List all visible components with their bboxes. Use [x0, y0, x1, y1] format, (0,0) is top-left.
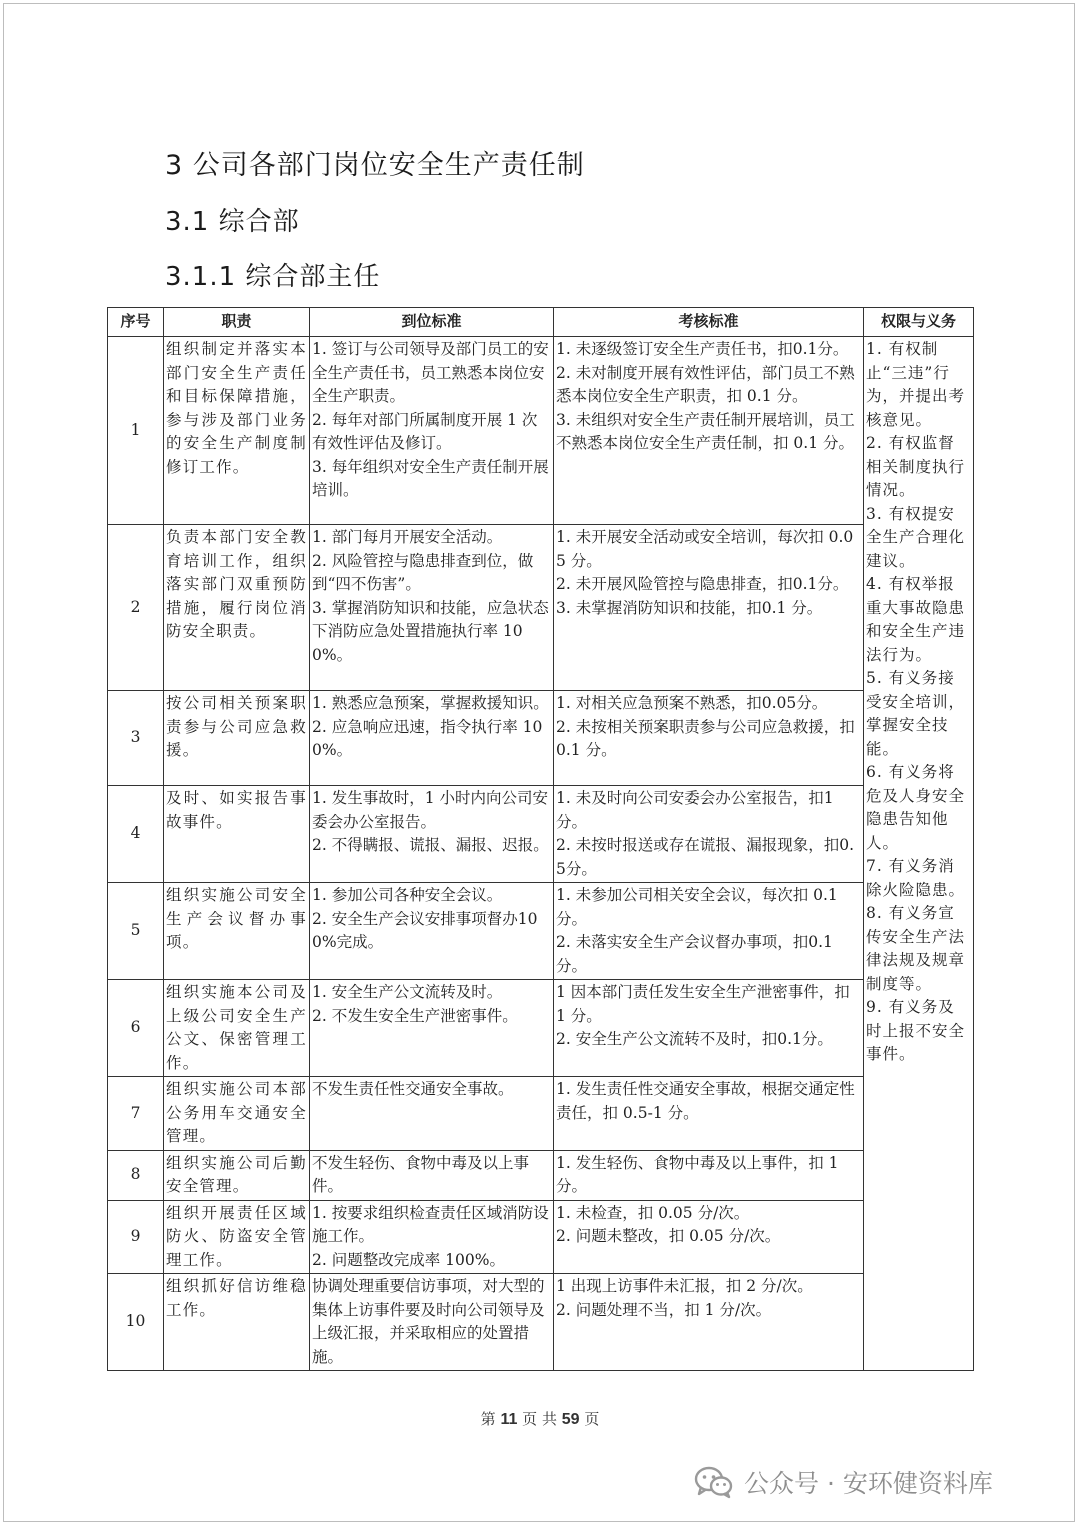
assessment-item: 1. 未及时向公司安委会办公室报告，扣1分。	[556, 789, 834, 831]
watermark-text: 公众号 · 安环健资料库	[744, 1469, 993, 1498]
watermark	[694, 1460, 993, 1504]
current-page-number: 11	[500, 1411, 518, 1428]
assessment-cell	[554, 691, 864, 786]
table-row	[108, 1150, 974, 1200]
assessment-cell	[554, 337, 864, 525]
table-row	[108, 980, 974, 1077]
assessment-item: 1. 未检查，扣 0.05 分/次。	[556, 1203, 750, 1222]
assessment-cell	[554, 1274, 864, 1371]
row-number: 9	[108, 1200, 164, 1274]
assessment-item: 1. 发生轻伤、食物中毒及以上事件，扣 1 分。	[556, 1153, 839, 1195]
assessment-item: 2. 安全生产公文流转不及时，扣0.1分。	[556, 1030, 833, 1048]
standard-cell	[310, 1200, 554, 1274]
duty-cell: 组织开展责任区域防火、防盗安全管理工作。	[164, 1200, 310, 1274]
section-heading: 3 公司各部门岗位安全生产责任制	[165, 150, 585, 181]
assessment-cell	[554, 1200, 864, 1274]
standard-cell	[310, 1274, 554, 1371]
row-number: 2	[108, 525, 164, 691]
row-number: 7	[108, 1077, 164, 1151]
standard-item: 2. 不得瞒报、谎报、漏报、迟报。	[312, 836, 549, 854]
row-number: 3	[108, 691, 164, 786]
assessment-item: 2. 问题未整改，扣 0.05 分/次。	[556, 1227, 781, 1245]
assessment-item: 1. 未参加公司相关安全会议，每次扣 0.1 分。	[556, 886, 838, 928]
duty-cell: 及时、如实报告事故事件。	[164, 786, 310, 883]
standard-item: 协调处理重要信访事项，对大型的集体上访事件要及时向公司领导及上级汇报，并采取相应的处置措施。	[312, 1277, 545, 1366]
duty-cell: 按公司相关预案职责参与公司应急救援。	[164, 691, 310, 786]
standard-item: 3. 每年组织对安全生产责任制开展培训。	[312, 457, 549, 499]
rights-item: 4. 有权举报重大事故隐患和安全生产违法行为。	[866, 575, 966, 664]
standard-item: 1. 签订与公司领导及部门员工的安全生产责任书，员工熟悉本岗位安全生产职责。	[312, 340, 549, 405]
assessment-cell	[554, 525, 864, 691]
footer-middle: 页 共	[522, 1410, 557, 1428]
standard-cell	[310, 786, 554, 883]
assessment-item: 2. 未按时报送或存在谎报、漏报现象，扣0.5分。	[556, 836, 855, 878]
standard-item: 2. 风险管控与隐患排查到位，做到“四不伤害”。	[312, 551, 534, 593]
rights-item: 3. 有权提安全生产合理化建议。	[866, 504, 966, 570]
wechat-icon	[694, 1465, 734, 1499]
total-page-number: 59	[561, 1411, 580, 1428]
assessment-item: 1. 对相关应急预案不熟悉，扣0.05分。	[556, 694, 828, 712]
standard-item: 2. 安全生产会议安排事项督办100%完成。	[312, 909, 538, 951]
assessment-item: 2. 未开展风险管控与隐患排查，扣0.1分。	[556, 575, 849, 593]
standard-item: 不发生轻伤、食物中毒及以上事件。	[312, 1153, 530, 1195]
assessment-cell	[554, 883, 864, 980]
col-header-duty: 职责	[164, 308, 310, 337]
table-row	[108, 1200, 974, 1274]
standard-item: 2. 每年对部门所属制度开展 1 次有效性评估及修订。	[312, 410, 538, 452]
table-row	[108, 525, 974, 691]
duty-cell: 组织制定并落实本部门安全生产责任和目标保障措施，参与涉及部门业务的安全生产制度制修订工作。	[164, 337, 310, 525]
footer-suffix: 页	[584, 1410, 600, 1428]
subsection-heading: 3.1 综合部	[165, 207, 300, 237]
rights-cell	[864, 337, 974, 1371]
assessment-item: 1. 未开展安全活动或安全培训，每次扣 0.05 分。	[556, 528, 854, 570]
responsibility-table	[107, 307, 974, 1371]
table-row	[108, 883, 974, 980]
col-header-rights: 权限与义务	[864, 308, 974, 337]
standard-item: 2. 不发生安全生产泄密事件。	[312, 1006, 518, 1025]
assessment-item: 2. 未落实安全生产会议督办事项，扣0.1分。	[556, 933, 833, 975]
row-number: 5	[108, 883, 164, 980]
table-row	[108, 337, 974, 525]
standard-cell	[310, 883, 554, 980]
standard-item: 1. 熟悉应急预案，掌握救援知识。	[312, 694, 549, 712]
page-footer	[0, 1408, 1080, 1429]
standard-item: 1. 安全生产公文流转及时。	[312, 983, 503, 1001]
col-header-no: 序号	[108, 308, 164, 337]
standard-cell	[310, 525, 554, 691]
row-number: 4	[108, 786, 164, 883]
row-number: 1	[108, 337, 164, 525]
table-row	[108, 1077, 974, 1151]
assessment-item: 3. 未组织对安全生产责任制开展培训，员工不熟悉本岗位安全生产责任制，扣 0.1 分。	[556, 410, 855, 452]
rights-item: 5. 有义务接受安全培训，掌握安全技能。	[866, 669, 966, 758]
duty-cell: 组织实施本公司及上级公司安全生产公文、保密管理工作。	[164, 980, 310, 1077]
standard-item: 3. 掌握消防知识和技能，应急状态下消防应急处置措施执行率 100%。	[312, 598, 549, 664]
col-header-standard: 到位标准	[310, 308, 554, 337]
standard-item: 1. 按要求组织检查责任区域消防设施工作。	[312, 1203, 549, 1245]
subsubsection-heading: 3.1.1 综合部主任	[165, 262, 381, 292]
assessment-item: 2. 未对制度开展有效性评估，部门员工不熟悉本岗位安全生产职责，扣 0.1 分。	[556, 363, 855, 405]
rights-item: 8. 有义务宣传安全生产法律法规及规章制度等。	[866, 904, 966, 993]
col-header-assessment: 考核标准	[554, 308, 864, 337]
assessment-item: 3. 未掌握消防知识和技能，扣0.1 分。	[556, 598, 823, 617]
standard-item: 1. 参加公司各种安全会议。	[312, 886, 503, 904]
duty-cell: 组织实施公司本部公务用车交通安全管理。	[164, 1077, 310, 1151]
duty-cell: 组织实施公司后勤安全管理。	[164, 1150, 310, 1200]
table-row	[108, 786, 974, 883]
standard-item: 1. 发生事故时，1 小时内向公司安委会办公室报告。	[312, 789, 549, 831]
duty-cell: 负责本部门安全教育培训工作，组织落实部门双重预防措施，履行岗位消防安全职责。	[164, 525, 310, 691]
duty-cell: 组织实施公司安全生产会议督办事项。	[164, 883, 310, 980]
standard-item: 不发生责任性交通安全事故。	[312, 1080, 514, 1098]
table-row	[108, 1274, 974, 1371]
assessment-cell	[554, 980, 864, 1077]
row-number: 8	[108, 1150, 164, 1200]
assessment-item: 2. 问题处理不当，扣 1 分/次。	[556, 1300, 772, 1319]
standard-item: 2. 问题整改完成率 100%。	[312, 1250, 505, 1269]
standard-cell	[310, 980, 554, 1077]
table-header-row	[108, 308, 974, 337]
rights-item: 2. 有权监督相关制度执行情况。	[866, 434, 966, 499]
standard-cell	[310, 1077, 554, 1151]
standard-cell	[310, 1150, 554, 1200]
rights-item: 6. 有义务将危及人身安全隐患告知他人。	[866, 763, 966, 852]
assessment-item: 2. 未按相关预案职责参与公司应急救援，扣 0.1 分。	[556, 717, 855, 759]
assessment-cell	[554, 1077, 864, 1151]
duty-cell: 组织抓好信访维稳工作。	[164, 1274, 310, 1371]
assessment-item: 1 因本部门责任发生安全生产泄密事件，扣 1 分。	[556, 983, 850, 1025]
row-number: 10	[108, 1274, 164, 1371]
assessment-cell	[554, 786, 864, 883]
standard-cell	[310, 691, 554, 786]
standard-item: 1. 部门每月开展安全活动。	[312, 528, 503, 546]
standard-cell	[310, 337, 554, 525]
assessment-cell	[554, 1150, 864, 1200]
assessment-item: 1 出现上访事件未汇报，扣 2 分/次。	[556, 1277, 813, 1295]
footer-prefix: 第	[480, 1410, 496, 1428]
assessment-item: 1. 发生责任性交通安全事故，根据交通定性责任，扣 0.5-1 分。	[556, 1080, 855, 1122]
rights-item: 1. 有权制止“三违”行为，并提出考核意见。	[866, 340, 966, 429]
standard-item: 2. 应急响应迅速，指令执行率 100%。	[312, 717, 543, 759]
rights-item: 9. 有义务及时上报不安全事件。	[866, 998, 966, 1063]
row-number: 6	[108, 980, 164, 1077]
assessment-item: 1. 未逐级签订安全生产责任书，扣0.1分。	[556, 340, 849, 358]
table-row	[108, 691, 974, 786]
rights-item: 7. 有义务消除火险隐患。	[866, 857, 966, 899]
